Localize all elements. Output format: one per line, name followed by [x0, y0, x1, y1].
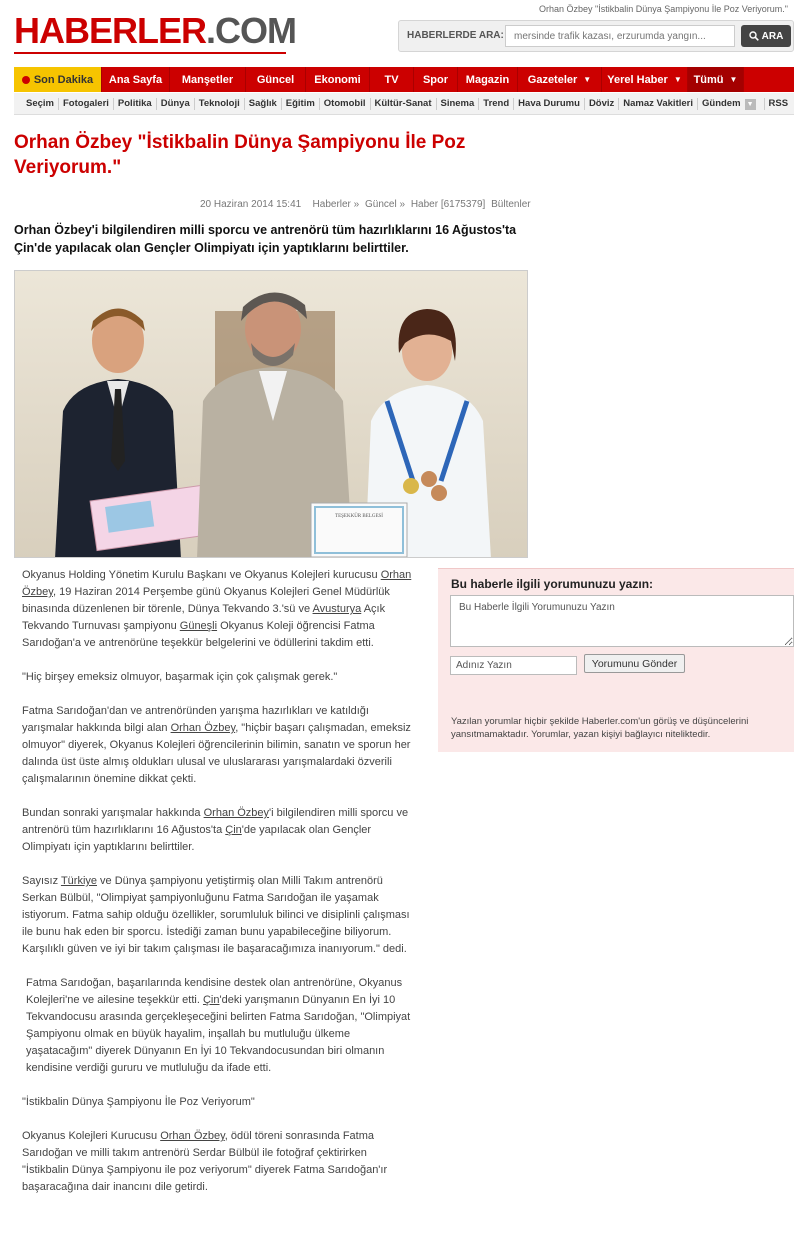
- text: "İstikbalin Dünya Şampiyonu İle Poz Veriyorum": [22, 1096, 255, 1108]
- search-button[interactable]: [741, 25, 791, 47]
- breadcrumb-haber-id[interactable]: Haber [6175379]: [410, 199, 486, 210]
- text: , ödül töreni sonrasında Fatma Sarıdoğan ve milli takım antrenörü Serdar Bülbül ile fotoğraf çektirirken "İstikbalin Dünya Şampiyonu ile poz veriyorum" diyerek Fatma Sarıdoğan'ır başaracağına dair inancını dile getirdi.: [22, 1130, 388, 1193]
- article-body: [22, 567, 414, 1213]
- nav-ana-sayfa[interactable]: Ana Sayfa: [102, 67, 170, 92]
- certificate-caption: TEŞEKKÜR BELGESİ: [335, 514, 383, 519]
- subnav-teknoloji[interactable]: Teknoloji: [195, 98, 245, 110]
- subnav-rss[interactable]: RSS: [768, 97, 789, 109]
- nav-yerel-haber[interactable]: [602, 67, 688, 92]
- text: Okyanus Koleji öğrencisi Fatma Sarıdoğan'a ve antrenörüne teşekkür belgelerini ve ödüllerini takdim etti.: [22, 620, 375, 649]
- caret-down-icon: ▼: [729, 75, 738, 84]
- subnav-kultur-sanat[interactable]: Kültür-Sanat: [371, 98, 437, 110]
- text: "Hiç birşey emeksiz olmuyor, başarmak için çok çalışmak gerek.": [22, 671, 338, 683]
- logo-domain-text: .COM: [206, 10, 297, 51]
- article-meta: [200, 199, 534, 210]
- tag-link[interactable]: Orhan Özbey: [22, 569, 412, 598]
- site-logo[interactable]: [14, 10, 296, 52]
- text: Okyanus Kolejleri Kurucusu: [22, 1130, 161, 1142]
- paragraph: [22, 669, 414, 686]
- caret-down-icon: ▼: [583, 75, 592, 84]
- submit-comment-button[interactable]: Yorumunu Gönder: [584, 654, 685, 673]
- nav-son-dakika-label: Son Dakika: [33, 73, 94, 86]
- name-input[interactable]: [450, 656, 577, 675]
- nav-tumu-label: Tümü: [693, 73, 724, 86]
- breadcrumb-haberler[interactable]: Haberler »: [312, 199, 360, 210]
- subnav-saglik[interactable]: Sağlık: [245, 98, 282, 110]
- main-nav: [14, 67, 794, 92]
- text: Fatma Sarıdoğan'dan ve antrenöründen yarışma hazırlıkları ve katıldığı yarışmalar hakkında bilgi alan: [22, 705, 369, 734]
- article-date: 20 Haziran 2014 15:41: [200, 199, 302, 210]
- logo-underline: [14, 52, 286, 54]
- comment-panel: [438, 568, 794, 752]
- nav-ekonomi[interactable]: Ekonomi: [306, 67, 370, 92]
- nav-gazeteler-label: Gazeteler: [527, 73, 578, 86]
- tag-link[interactable]: Orhan Özbey: [203, 807, 270, 819]
- text: Sayısız: [22, 875, 61, 887]
- text: ve Dünya şampiyonu yetiştirmiş olan Milli Takım antrenörü Serkan Bülbül, "Olimpiyat şampiyonluğunu Fatma Sarıdoğan ile yaşamak istiyorum. Fatma sahip olduğu özellikler, sorumluluk bilinci ve disiplinli çalışması ile bunu hak eden bir sporcu. İstediği zaman bunu yapabileceğine biliyorum. Karşılıklı güven ve iyi bir takım çalışması ile başaracağımıza inanıyorum." dedi.: [22, 875, 410, 955]
- subnav-gundem-label: Gündem: [702, 97, 741, 109]
- nav-son-dakika[interactable]: [14, 67, 102, 92]
- comment-title: Bu haberle ilgili yorumunuzu yazın:: [451, 577, 654, 591]
- subnav-politika[interactable]: Politika: [114, 98, 157, 110]
- paragraph: [22, 567, 414, 652]
- subnav-hava-durumu[interactable]: Hava Durumu: [514, 98, 585, 110]
- nav-guncel[interactable]: Güncel: [246, 67, 306, 92]
- chevron-down-icon[interactable]: ▼: [745, 99, 756, 110]
- text: Açık Tekvando Turnuvası şampiyonu: [22, 603, 386, 632]
- subnav-namaz-vakitleri[interactable]: Namaz Vakitleri: [619, 98, 698, 110]
- caret-down-icon: ▼: [673, 75, 682, 84]
- nav-gazeteler[interactable]: [518, 67, 602, 92]
- ceremony-photo-illustration: [15, 271, 528, 558]
- tag-link[interactable]: Çin: [202, 994, 220, 1006]
- tag-link[interactable]: Güneşli: [179, 620, 218, 632]
- article-photo: [14, 270, 528, 558]
- tag-link[interactable]: Çin: [225, 824, 242, 836]
- subnav-egitim[interactable]: Eğitim: [282, 98, 320, 110]
- tag-link[interactable]: Avusturya: [312, 603, 362, 615]
- paragraph: [22, 1128, 414, 1196]
- nav-mansetler[interactable]: Manşetler: [170, 67, 246, 92]
- subnav-dunya[interactable]: Dünya: [157, 98, 195, 110]
- text: 'i bilgilendiren milli sporcu ve antrenörü tüm hazırlıklarını 16 Ağustos'ta: [22, 807, 409, 836]
- search-icon: [749, 31, 759, 41]
- subnav-otomobil[interactable]: Otomobil: [320, 98, 371, 110]
- nav-yerel-label: Yerel Haber: [607, 73, 668, 86]
- nav-spor[interactable]: Spor: [414, 67, 458, 92]
- text: 'de yapılacak olan Gençler Olimpiyatı için yaptıklarını belirttiler.: [22, 824, 372, 853]
- paragraph: [22, 975, 414, 1077]
- nav-tv[interactable]: TV: [370, 67, 414, 92]
- search-input[interactable]: [505, 25, 735, 47]
- paragraph: [22, 873, 414, 958]
- breadcrumb-bultenler[interactable]: Bültenler: [491, 199, 531, 210]
- comment-textarea[interactable]: [450, 595, 794, 647]
- nav-magazin[interactable]: Magazin: [458, 67, 518, 92]
- text: Fatma Sarıdoğan, başarılarında kendisine destek olan antrenörüne, Okyanus Kolejleri'ne ve ailesine teşekkür etti.: [26, 977, 403, 1006]
- paragraph: [22, 1094, 414, 1111]
- logo-main-text: HABERLER: [14, 10, 207, 51]
- tag-link[interactable]: Türkiye: [60, 875, 97, 887]
- paragraph: [22, 703, 414, 788]
- article-lead: Orhan Özbey'i bilgilendiren milli sporcu ve antrenörü tüm hazırlıklarını 16 Ağustos'ta Çin'de yapılacak olan Gençler Olimpiyatı için yaptıklarını belirttiler.: [14, 223, 517, 255]
- text: 'deki yarışmanın Dünyanın En İyi 10 Tekvandocusu arasında gerçekleşeceğini belirten Fatma Sarıdoğan, "Olimpiyat Şampiyonu olmak en büyük hayalim, inşallah bu mutluluğu ülkeme yaşatacağım" diyerek Dünyanın En İyi 10 Tekvandocusundan biri olmanın kendisine verdiği gururu ve mutluluğu da ifade etti.: [26, 994, 411, 1074]
- article-title: Orhan Özbey "İstikbalin Dünya Şampiyonu İle Poz Veriyorum.": [14, 132, 466, 178]
- paragraph: [22, 805, 414, 856]
- search-button-label: ARA: [761, 30, 784, 42]
- tag-link[interactable]: Orhan Özbey: [160, 1130, 225, 1142]
- page-tagline: Orhan Özbey "İstikbalin Dünya Şampiyonu İle Poz Veriyorum.": [538, 4, 788, 14]
- subnav-sinema[interactable]: Sinema: [437, 98, 480, 110]
- subnav-secim[interactable]: Seçim: [22, 98, 59, 110]
- sub-nav: [14, 93, 794, 115]
- text: , 19 Haziran 2014 Perşembe günü Okyanus Kolejleri Genel Müdürlük binasında düzenlenen bir törenle, Dünya Tekvando 3.'sü ve: [22, 586, 390, 615]
- comment-disclaimer: Yazılan yorumlar hiçbir şekilde Haberler.com'un görüş ve düşüncelerini yansıtmamaktadır. Yorumlar, yazan kişiyi bağlayıcı niteliktedir.: [451, 716, 749, 740]
- tag-link[interactable]: Orhan Özbey: [170, 722, 236, 734]
- search-panel: [398, 20, 794, 52]
- text: Bundan sonraki yarışmalar hakkında: [22, 807, 204, 819]
- text: , "hiçbir başarı çalışmadan, emeksiz olmuyor" diyerek, Okyanus Kolejleri öğrencilerinin bilimin, sanatın ve sporun her dalında üst üste almış oldukları ulusal ve uluslararası yarışmalardaki özverili çalışmalarının önemine dikkat çekti.: [22, 722, 411, 785]
- text: Okyanus Holding Yönetim Kurulu Başkanı ve Okyanus Kolejleri kurucusu: [22, 569, 381, 581]
- subnav-doviz[interactable]: Döviz: [585, 98, 619, 110]
- search-label: HABERLERDE ARA:: [407, 30, 504, 41]
- subnav-fotogaleri[interactable]: Fotogaleri: [59, 98, 114, 110]
- breadcrumb-guncel[interactable]: Güncel »: [365, 199, 406, 210]
- subnav-gundem[interactable]: [698, 98, 765, 110]
- nav-tumu[interactable]: [688, 67, 744, 92]
- subnav-trend[interactable]: Trend: [479, 98, 514, 110]
- live-dot-icon: [22, 76, 30, 84]
